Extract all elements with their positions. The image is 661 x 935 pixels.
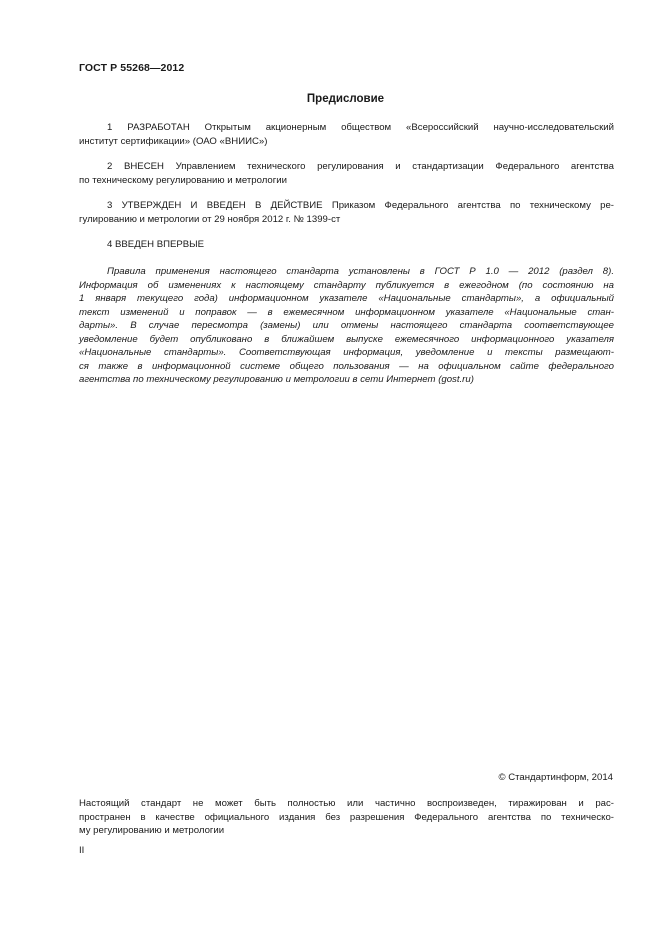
section-3-line-1: 3 УТВЕРЖДЕН И ВВЕДЕН В ДЕЙСТВИЕ Приказом Федерального агентства по техническому ре- <box>107 200 614 211</box>
footer-paragraph <box>79 797 614 838</box>
notice-line-1: Правила применения настоящего стандарта установлены в ГОСТ Р 1.0 — 2012 (раздел 8). <box>107 266 614 277</box>
notice-line-8: ся также в информационной системе общего пользования — на официальном сайте федерального <box>79 360 614 372</box>
notice-line-4: текст изменений и поправок — в ежемесячном информационном указателе «Национальные стан- <box>79 306 614 318</box>
document-code: ГОСТ Р 55268—2012 <box>79 62 185 74</box>
section-1-line-1: 1 РАЗРАБОТАН Открытым акционерным обществом «Всероссийский научно-исследовательский <box>107 122 614 133</box>
section-2 <box>79 160 614 187</box>
notice-line-5: дарты». В случае пересмотра (замены) или отмены настоящего стандарта соответствующее <box>79 320 614 331</box>
section-1-line-2: институт сертификации» (ОАО «ВНИИС») <box>79 135 268 147</box>
notice-paragraph <box>79 265 614 387</box>
section-4-line-1: 4 ВВЕДЕН ВПЕРВЫЕ <box>107 239 205 250</box>
section-3 <box>79 199 614 226</box>
notice-line-9: агентства по техническому регулированию и метрологии в сети Интернет (gost.ru) <box>79 374 474 385</box>
copyright: © Стандартинформ, 2014 <box>498 772 613 783</box>
notice-line-7: «Национальные стандарты». Соответствующая информация, уведомление и тексты размещают- <box>79 347 614 358</box>
notice-line-3: 1 января текущего года) информационном указателе «Национальные стандарты», а официальный <box>79 293 614 304</box>
section-4 <box>79 238 614 252</box>
footer-line-2: пространен в качестве официального издания без разрешения Федерального агентства по техническо- <box>79 811 614 823</box>
section-1 <box>79 121 614 148</box>
footer-line-3: му регулированию и метрологии <box>79 825 225 836</box>
section-3-line-2: гулированию и метрологии от 29 ноября 2012 г. № 1399-ст <box>79 213 341 225</box>
footer-line-1: Настоящий стандарт не может быть полностью или частично воспроизведен, тиражирован и рас- <box>79 798 614 809</box>
section-2-line-2: по техническому регулированию и метрологии <box>79 174 287 186</box>
notice-line-6: уведомление будет опубликовано в ближайшем выпуске ежемесячного информационного указателя <box>79 333 614 345</box>
section-2-line-1: 2 ВНЕСЕН Управлением технического регулирования и стандартизации Федерального агентства <box>107 161 614 172</box>
page-title <box>0 93 661 105</box>
notice-line-2: Информация об изменениях к настоящему стандарту публикуется в ежегодном (по состоянию на <box>79 279 614 291</box>
page-title-text: Предисловие <box>306 93 385 105</box>
page-number: II <box>79 845 85 856</box>
